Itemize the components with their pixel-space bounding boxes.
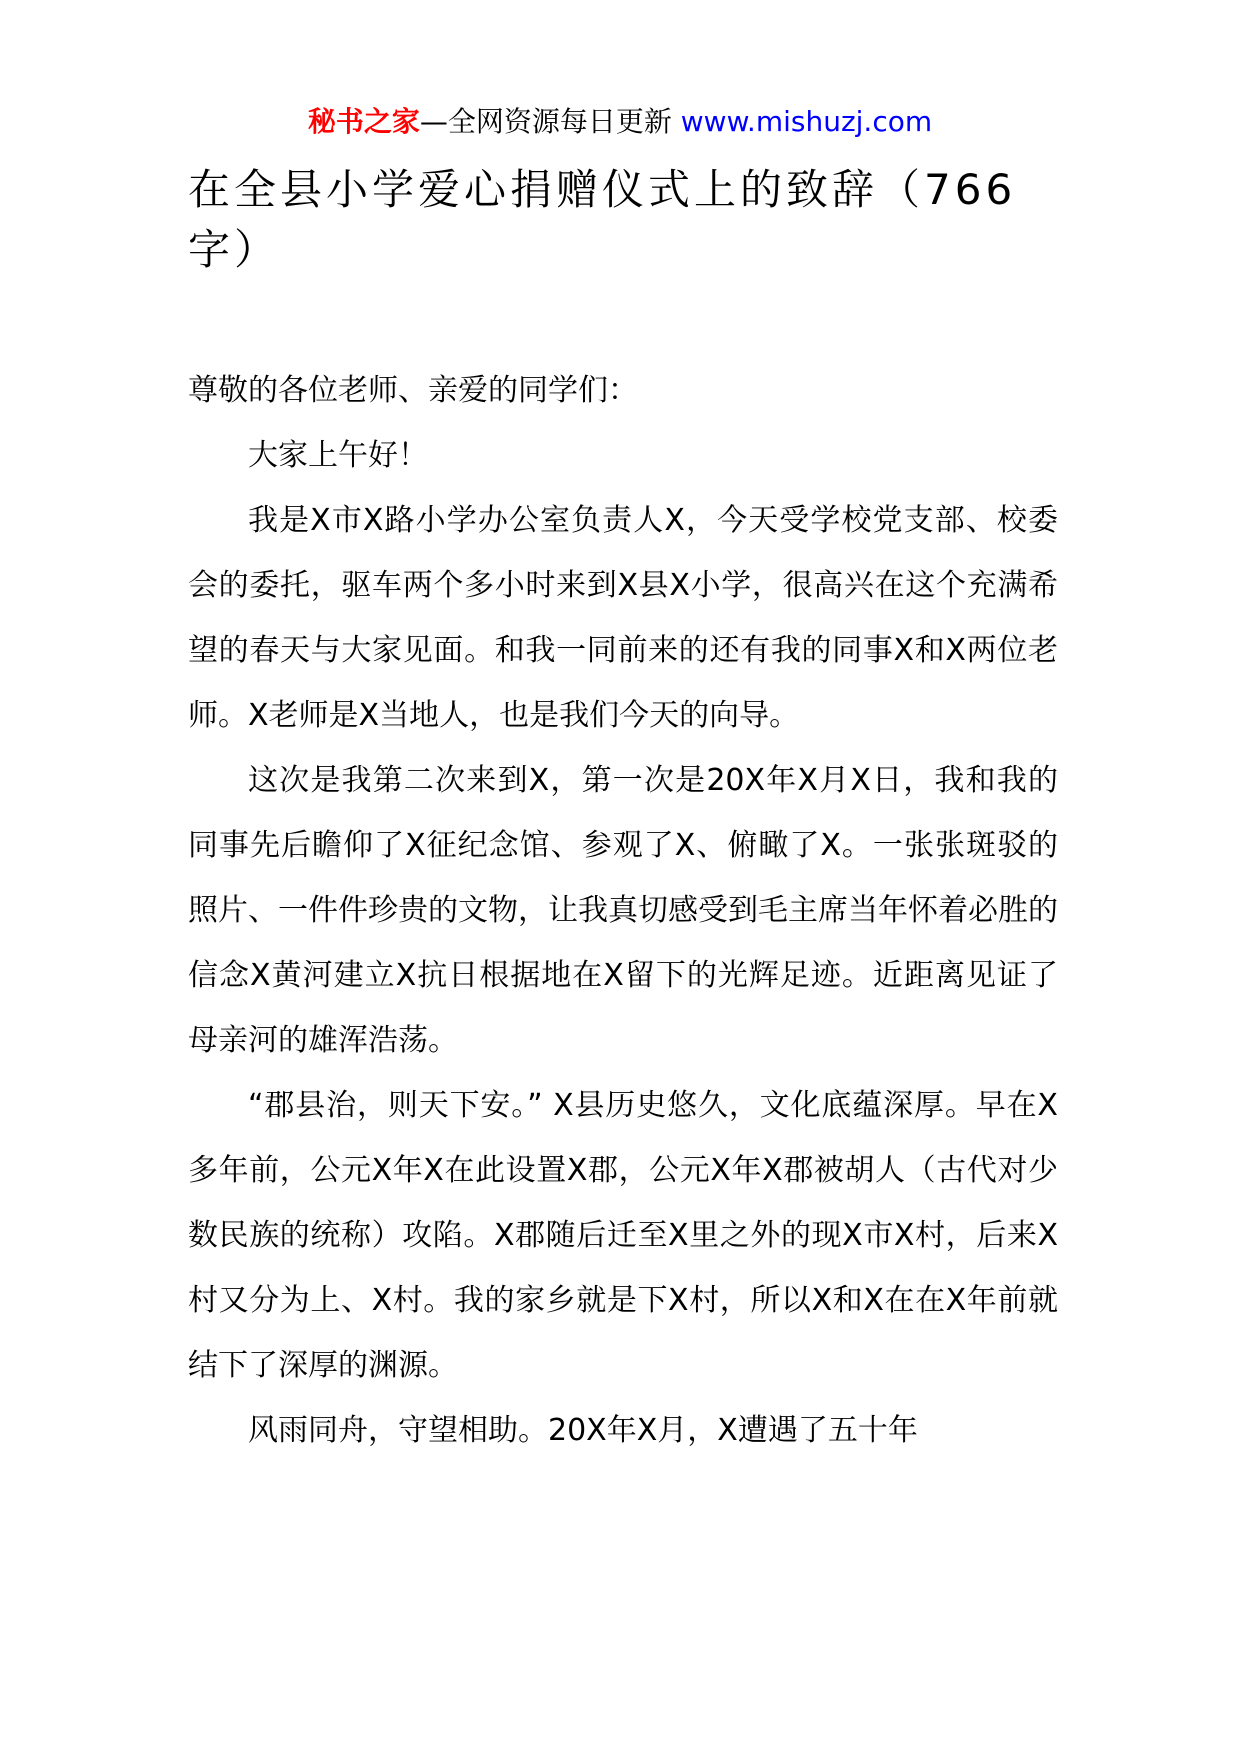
site-url-link[interactable]: www.mishuzj.com — [680, 105, 933, 138]
paragraph: “郡县治，则天下安。” X县历史悠久，文化底蕴深厚。早在X多年前，公元X年X在此设置X郡，公元X年X郡被胡人（古代对少数民族的统称）攻陷。X郡随后迁至X里之外的现X市X村，后来X村又分为上、X村。我的家乡就是下X村，所以X和X在在X年前就结下了深厚的渊源。 — [188, 1088, 1058, 1383]
document-title: 在全县小学爱心捐赠仪式上的致辞（766字） — [188, 165, 1017, 274]
paragraph: 风雨同舟，守望相助。20X年X月，X遭遇了五十年 — [248, 1413, 918, 1448]
site-header — [0, 102, 1240, 142]
paragraph: 我是X市X路小学办公室负责人X，今天受学校党支部、校委会的委托，驱车两个多小时来到X县X小学，很高兴在这个充满希望的春天与大家见面。和我一同前来的还有我的同事X和X两位老师。X老师是X当地人，也是我们今天的向导。 — [188, 503, 1058, 733]
paragraph: 这次是我第二次来到X，第一次是20X年X月X日，我和我的同事先后瞻仰了X征纪念馆、参观了X、俯瞰了X。一张张斑驳的照片、一件件珍贵的文物，让我真切感受到毛主席当年怀着必胜的信念X黄河建立X抗日根据地在X留下的光辉足迹。近距离见证了母亲河的雄浑浩荡。 — [188, 763, 1058, 1058]
site-tagline: —全网资源每日更新 — [419, 105, 681, 138]
salutation: 尊敬的各位老师、亲爱的同学们： — [188, 373, 638, 408]
paragraph: 大家上午好！ — [248, 438, 428, 473]
document-body — [188, 358, 1058, 1463]
site-brand: 秘书之家 — [307, 105, 420, 138]
